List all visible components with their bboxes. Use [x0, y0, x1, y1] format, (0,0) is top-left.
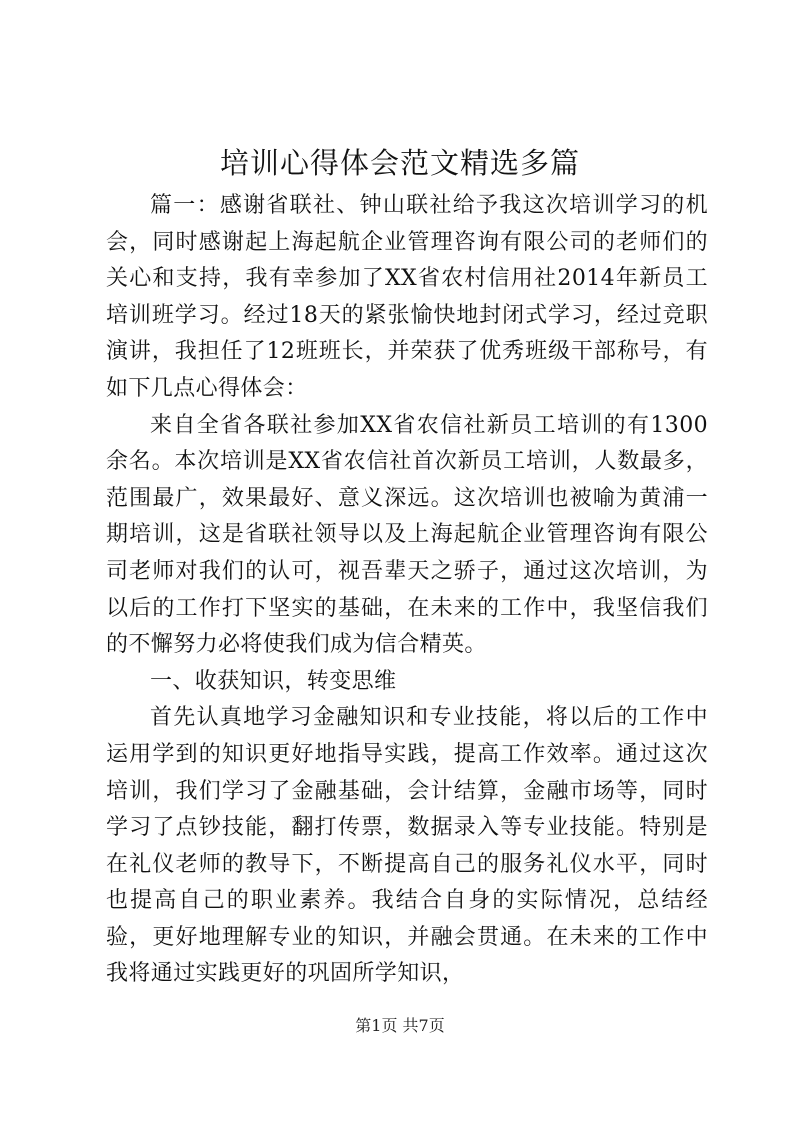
page-number-footer: 第1页 共7页	[355, 1016, 445, 1035]
paragraph: 首先认真地学习金融知识和专业技能，将以后的工作中运用学到的知识更好地指导实践，提高工作效率。通过这次培训，我们学习了金融基础，会计结算，金融市场等，同时学习了点钞技能，翻打传票，数据录入等专业技能。特别是在礼仪老师的教导下，不断提高自己的服务礼仪水平，同时也提高自己的职业素养。我结合自身的实际情况，总结经验，更好地理解专业的知识，并融会贯通。在未来的工作中我将通过实践更好的巩固所学知识，	[106, 705, 708, 987]
document-body	[106, 188, 708, 993]
paragraph: 来自全省各联社参加XX省农信社新员工培训的有1300余名。本次培训是XX省农信社首次新员工培训，人数最多，范围最广，效果最好、意义深远。这次培训也被喻为黄浦一期培训，这是省联社领导以及上海起航企业管理咨询有限公司老师对我们的认可，视吾辈天之骄子，通过这次培训，为以后的工作打下坚实的基础，在未来的工作中，我坚信我们的不懈努力必将使我们成为信合精英。	[106, 412, 708, 658]
paragraph: 篇一：感谢省联社、钟山联社给予我这次培训学习的机会，同时感谢起上海起航企业管理咨询有限公司的老师们的关心和支持，我有幸参加了XX省农村信用社2014年新员工培训班学习。经过18天的紧张愉快地封闭式学习，经过竞职演讲，我担任了12班班长，并荣获了优秀班级干部称号，有如下几点心得体会：	[106, 193, 708, 401]
section-heading: 一、收获知识，转变思维	[150, 668, 397, 694]
document-title: 培训心得体会范文精选多篇	[219, 146, 580, 180]
